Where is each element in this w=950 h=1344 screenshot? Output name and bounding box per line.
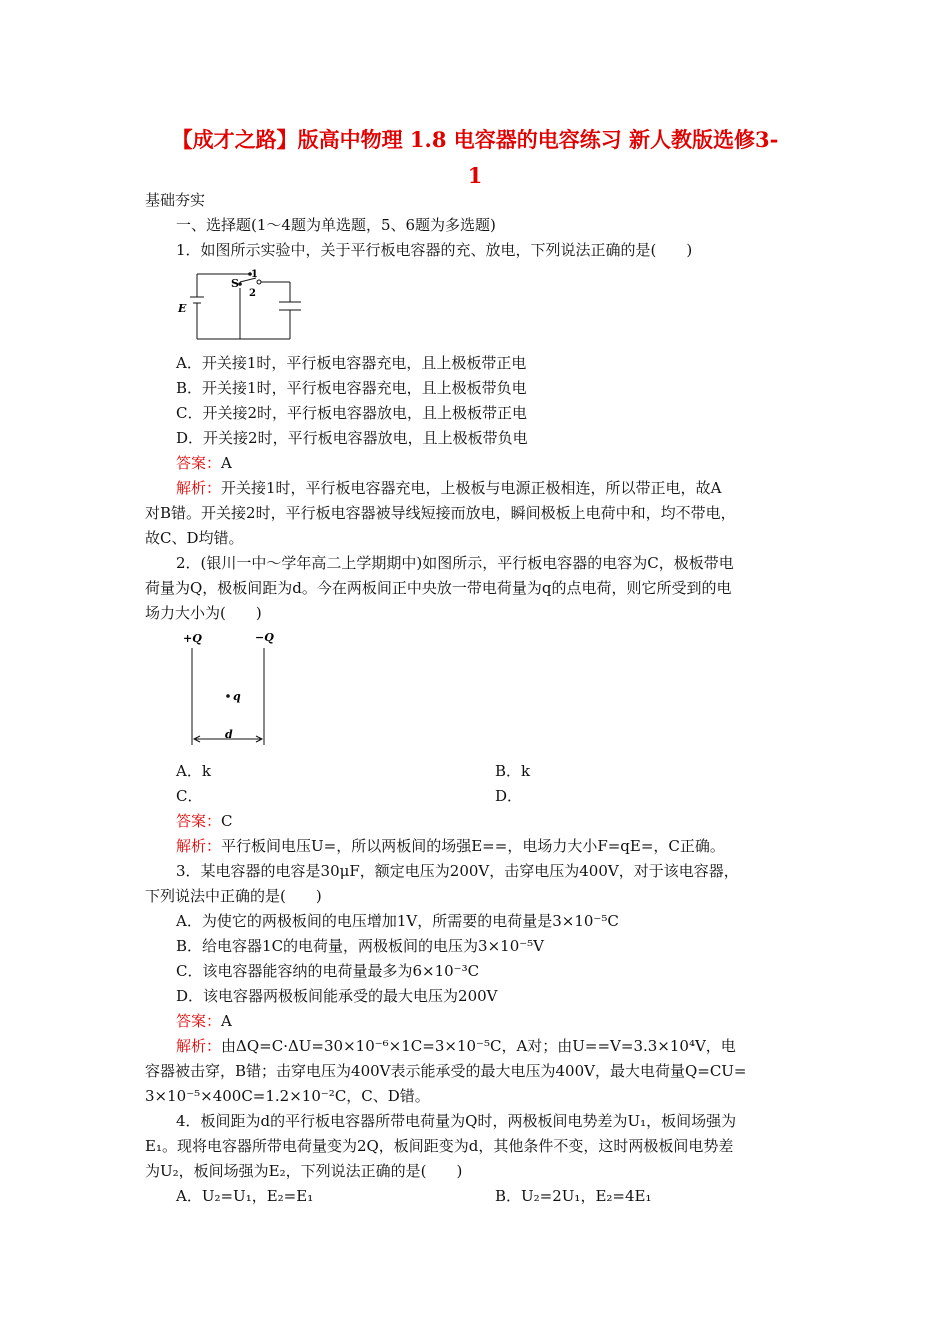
- q1-option-c: C．开关接2时，平行板电容器放电，且上极板带正电: [176, 404, 528, 422]
- analysis-label: 解析：: [176, 1037, 222, 1055]
- q1-circuit-diagram: [172, 266, 312, 346]
- q3-analysis-line-1: [176, 1036, 736, 1056]
- title-line-2: 1: [467, 163, 483, 188]
- q2-stem-line-1: 2．(银川一中～学年高二上学期期中)如图所示，平行板电容器的电容为C，极板带电: [176, 554, 734, 572]
- analysis-label: 解析：: [176, 479, 222, 497]
- q2-plates-diagram: [178, 628, 278, 750]
- q2-stem-line-2: 荷量为Q，极板间距为d。今在两板间正中央放一带电荷量为q的点电荷，则它所受到的电: [145, 579, 732, 597]
- label-minus-q: −Q: [255, 631, 274, 644]
- q2-option-a: A．k: [176, 762, 211, 780]
- title-line-1: 【成才之路】版高中物理 1.8 电容器的电容练习 新人教版选修3-: [171, 127, 779, 152]
- analysis-text: 开关接1时，平行板电容器充电，上极板与电源正极相连，所以带正电，故A: [221, 479, 722, 497]
- q3-answer: [176, 1011, 232, 1031]
- q3-option-c: C．该电容器能容纳的电荷量最多为6×10⁻³C: [176, 962, 480, 980]
- q1-analysis-line-3: 故C、D均错。: [145, 529, 244, 547]
- q1-analysis-line-2: 对B错。开关接2时，平行板电容器被导线短接而放电，瞬间极板上电荷中和，均不带电，: [145, 504, 736, 522]
- terminal-2: [257, 280, 261, 284]
- label-q: q: [233, 690, 241, 703]
- page-title: [130, 122, 820, 194]
- analysis-text: 由ΔQ=C·ΔU=30×10⁻⁶×1C=3×10⁻⁵C，A对；由U==V=3.3×10⁴V，电: [221, 1037, 736, 1055]
- label-d: d: [225, 728, 233, 741]
- label-E: E: [178, 302, 187, 315]
- q1-option-b: B．开关接1时，平行板电容器充电，且上极板带负电: [176, 379, 527, 397]
- q3-option-a: A．为使它的两极板间的电压增加1V，所需要的电荷量是3×10⁻⁵C: [176, 912, 619, 930]
- q2-option-c: C．: [176, 787, 203, 805]
- answer-value: A: [221, 454, 232, 472]
- label-plus-q: +Q: [183, 632, 202, 645]
- q1-option-a: A．开关接1时，平行板电容器充电，且上极板带正电: [176, 354, 527, 372]
- answer-value: A: [221, 1012, 232, 1030]
- label-1: 1: [251, 269, 258, 280]
- answer-label: 答案：: [176, 812, 222, 830]
- label-2: 2: [249, 288, 256, 299]
- q2-stem-line-3: 场力大小为( ): [145, 604, 262, 622]
- answer-value: C: [221, 812, 233, 830]
- q1-analysis-line-1: [176, 478, 721, 498]
- q4-stem-line-3: 为U₂，板间场强为E₂，下列说法正确的是( ): [145, 1162, 463, 1180]
- q4-option-a: A．U₂=U₁，E₂=E₁: [176, 1187, 314, 1205]
- answer-label: 答案：: [176, 1012, 222, 1030]
- q1-answer: [176, 453, 232, 473]
- section-heading: 基础夯实: [145, 191, 206, 209]
- point-charge: [226, 694, 230, 698]
- part-heading: 一、选择题(1～4题为单选题，5、6题为多选题): [176, 216, 496, 234]
- q2-answer: [176, 811, 233, 831]
- q3-stem-line-2: 下列说法中正确的是( ): [145, 887, 322, 905]
- q4-option-b: B．U₂=2U₁，E₂=4E₁: [495, 1187, 652, 1205]
- q3-option-d: D．该电容器两极板间能承受的最大电压为200V: [176, 987, 498, 1005]
- analysis-text: 平行板间电压U=，所以两板间的场强E==，电场力大小F=qE=，C正确。: [221, 837, 725, 855]
- q3-stem-line-1: 3．某电容器的电容是30μF，额定电压为200V，击穿电压为400V，对于该电容器，: [176, 862, 739, 880]
- q4-stem-line-2: E₁。现将电容器所带电荷量变为2Q，板间距变为d，其他条件不变，这时两极板间电势差: [145, 1137, 734, 1155]
- q3-analysis-line-2: 容器被击穿，B错；击穿电压为400V表示能承受的最大电压为400V，最大电荷量Q=CU=: [145, 1062, 747, 1080]
- analysis-label: 解析：: [176, 837, 222, 855]
- q3-analysis-line-3: 3×10⁻⁵×400C=1.2×10⁻²C，C、D错。: [145, 1087, 430, 1105]
- q1-stem: 1．如图所示实验中，关于平行板电容器的充、放电，下列说法正确的是( ): [176, 241, 693, 259]
- q2-option-b: B．k: [495, 762, 531, 780]
- q2-option-d: D．: [495, 787, 523, 805]
- q3-option-b: B．给电容器1C的电荷量，两极板间的电压为3×10⁻⁵V: [176, 937, 545, 955]
- q1-option-d: D．开关接2时，平行板电容器放电，且上极板带负电: [176, 429, 528, 447]
- q2-analysis: [176, 836, 725, 856]
- label-S: S: [231, 277, 239, 290]
- answer-label: 答案：: [176, 454, 222, 472]
- q4-stem-line-1: 4．板间距为d的平行板电容器所带电荷量为Q时，两极板间电势差为U₁，板间场强为: [176, 1112, 737, 1130]
